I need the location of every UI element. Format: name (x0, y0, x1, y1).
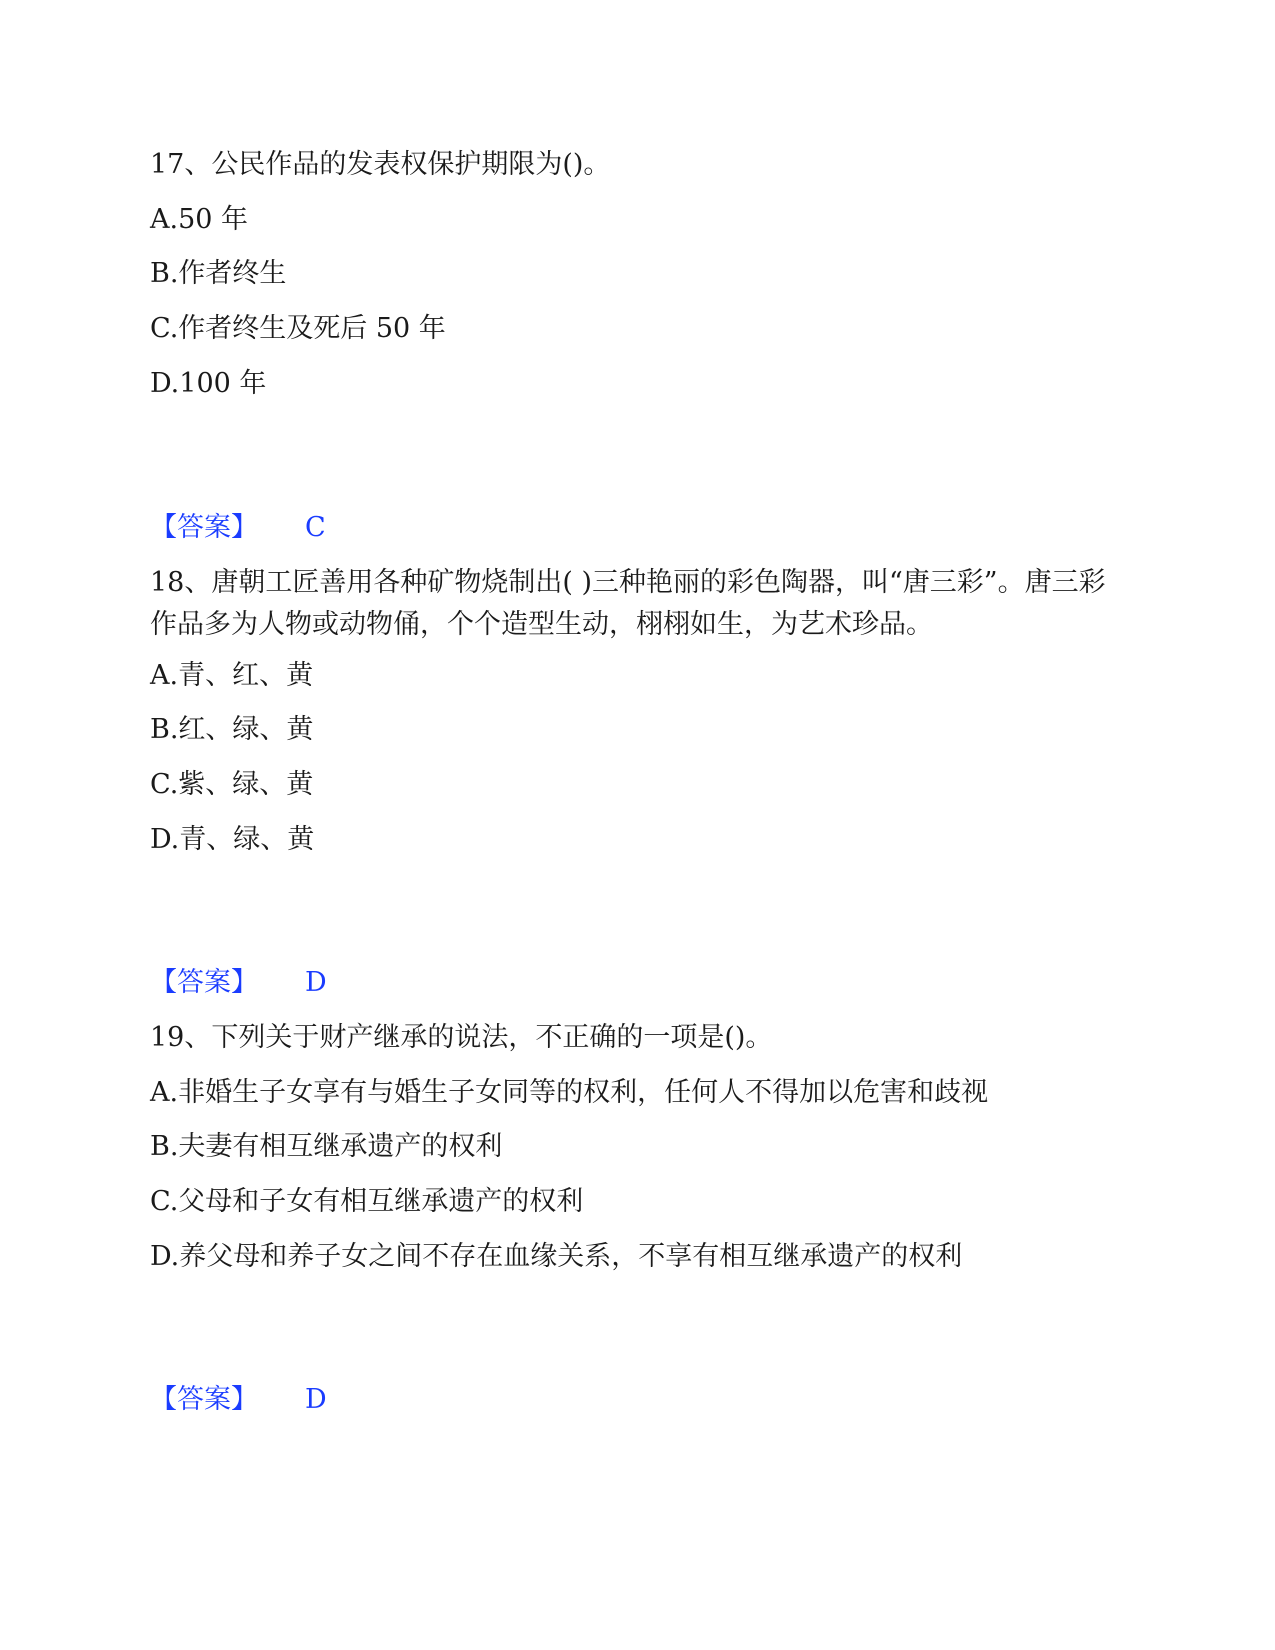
question-19-answer (150, 1380, 327, 1420)
question-19-option-d: D.养父母和养子女之间不存在血缘关系，不享有相互继承遗产的权利 (150, 1241, 963, 1272)
question-17-option-c: C.作者终生及死后 50 年 (150, 313, 446, 344)
question-18-stem: 18、唐朝工匠善用各种矿物烧制出( )三种艳丽的彩色陶器，叫“唐三彩”。唐三彩作品多为人物或动物俑，个个造型生动，栩栩如生，为艺术珍品。 (150, 567, 1106, 640)
question-18-option-d: D.青、绿、黄 (150, 824, 315, 855)
answer-label: 【答案】 (150, 967, 258, 998)
answer-label: 【答案】 (150, 512, 258, 543)
question-19-stem: 19、下列关于财产继承的说法，不正确的一项是()。 (150, 1022, 773, 1053)
question-17-stem: 17、公民作品的发表权保护期限为()。 (150, 149, 611, 180)
question-17-option-d: D.100 年 (150, 368, 267, 399)
question-18-answer (150, 963, 327, 1003)
question-17-option-b: B.作者终生 (150, 258, 287, 289)
question-18-option-c: C.紫、绿、黄 (150, 769, 314, 800)
question-19-option-c: C.父母和子女有相互继承遗产的权利 (150, 1186, 584, 1217)
answer-value: D (305, 967, 327, 998)
question-17-answer (150, 508, 326, 548)
question-18-option-a: A.青、红、黄 (150, 660, 314, 691)
answer-value: C (305, 512, 326, 543)
question-17-option-a: A.50 年 (150, 204, 249, 235)
question-19-option-b: B.夫妻有相互继承遗产的权利 (150, 1131, 503, 1162)
answer-label: 【答案】 (150, 1384, 258, 1415)
question-18-option-b: B.红、绿、黄 (150, 714, 314, 745)
answer-value: D (305, 1384, 327, 1415)
question-19-option-a: A.非婚生子女享有与婚生子女同等的权利，任何人不得加以危害和歧视 (150, 1077, 989, 1108)
